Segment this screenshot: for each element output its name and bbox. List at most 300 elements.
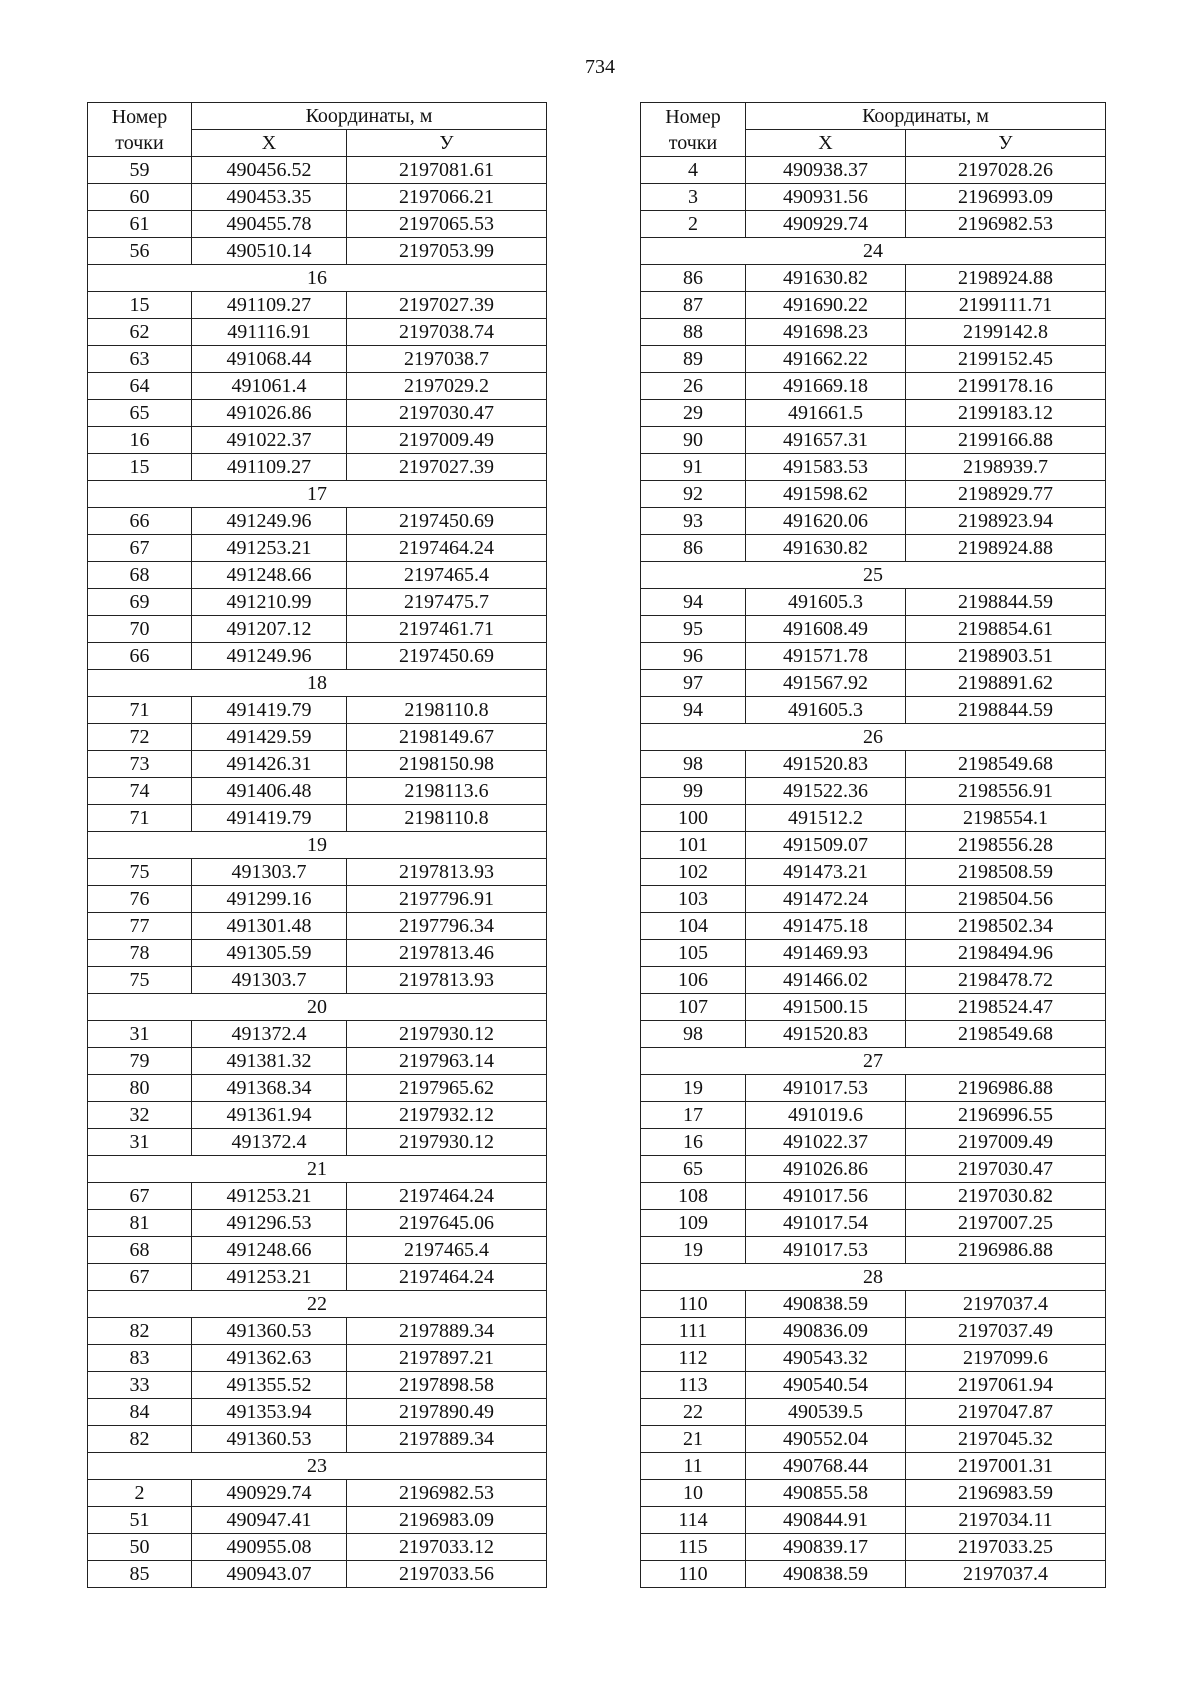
table-row xyxy=(641,481,1106,508)
point-number-cell: 110 xyxy=(641,1561,746,1588)
y-coordinate-cell: 2198494.96 xyxy=(906,940,1106,967)
x-coordinate-cell: 491109.27 xyxy=(192,292,347,319)
y-coordinate-cell: 2199111.71 xyxy=(906,292,1106,319)
point-number-cell: 2 xyxy=(641,211,746,238)
table-row xyxy=(88,1237,547,1264)
y-coordinate-cell: 2197464.24 xyxy=(347,535,547,562)
point-number-cell: 60 xyxy=(88,184,192,211)
point-number-cell: 88 xyxy=(641,319,746,346)
y-coordinate-cell: 2198903.51 xyxy=(906,643,1106,670)
y-coordinate-cell: 2199183.12 xyxy=(906,400,1106,427)
table-row xyxy=(88,1183,547,1210)
point-number-cell: 104 xyxy=(641,913,746,940)
y-coordinate-cell: 2197001.31 xyxy=(906,1453,1106,1480)
x-coordinate-cell: 491305.59 xyxy=(192,940,347,967)
table-row xyxy=(88,1102,547,1129)
table-row xyxy=(641,211,1106,238)
table-row xyxy=(641,1291,1106,1318)
point-number-cell: 83 xyxy=(88,1345,192,1372)
x-coordinate-cell: 491019.6 xyxy=(746,1102,906,1129)
y-coordinate-cell: 2197033.12 xyxy=(347,1534,547,1561)
y-coordinate-cell: 2199166.88 xyxy=(906,427,1106,454)
y-coordinate-cell: 2198113.6 xyxy=(347,778,547,805)
point-number-cell: 87 xyxy=(641,292,746,319)
point-number-cell: 56 xyxy=(88,238,192,265)
x-coordinate-cell: 491630.82 xyxy=(746,535,906,562)
table-row xyxy=(88,697,547,724)
y-coordinate-cell: 2198504.56 xyxy=(906,886,1106,913)
y-coordinate-cell: 2198939.7 xyxy=(906,454,1106,481)
x-coordinate-cell: 490838.59 xyxy=(746,1561,906,1588)
x-coordinate-cell: 491248.66 xyxy=(192,1237,347,1264)
point-number-cell: 114 xyxy=(641,1507,746,1534)
x-coordinate-cell: 491017.53 xyxy=(746,1075,906,1102)
y-coordinate-cell: 2199142.8 xyxy=(906,319,1106,346)
table-row xyxy=(88,1021,547,1048)
table-row xyxy=(88,319,547,346)
table-row xyxy=(641,886,1106,913)
point-number-cell: 80 xyxy=(88,1075,192,1102)
y-coordinate-cell: 2197963.14 xyxy=(347,1048,547,1075)
header-number-line1: Номер xyxy=(111,105,168,128)
table-row xyxy=(641,427,1106,454)
table-row xyxy=(641,292,1106,319)
x-coordinate-cell: 491419.79 xyxy=(192,697,347,724)
table-row xyxy=(88,616,547,643)
point-number-cell: 111 xyxy=(641,1318,746,1345)
y-coordinate-cell: 2197897.21 xyxy=(347,1345,547,1372)
point-number-cell: 96 xyxy=(641,643,746,670)
point-number-cell: 97 xyxy=(641,670,746,697)
point-number-cell: 65 xyxy=(88,400,192,427)
point-number-cell: 102 xyxy=(641,859,746,886)
table-row xyxy=(88,400,547,427)
point-number-cell: 33 xyxy=(88,1372,192,1399)
point-number-cell: 98 xyxy=(641,751,746,778)
y-coordinate-cell: 2197475.7 xyxy=(347,589,547,616)
y-coordinate-cell: 2196996.55 xyxy=(906,1102,1106,1129)
x-coordinate-cell: 491299.16 xyxy=(192,886,347,913)
y-coordinate-cell: 2197033.56 xyxy=(347,1561,547,1588)
y-coordinate-cell: 2196986.88 xyxy=(906,1237,1106,1264)
x-coordinate-cell: 490844.91 xyxy=(746,1507,906,1534)
point-number-cell: 107 xyxy=(641,994,746,1021)
point-number-cell: 82 xyxy=(88,1426,192,1453)
y-coordinate-cell: 2197030.47 xyxy=(906,1156,1106,1183)
section-number: 27 xyxy=(641,1048,1106,1075)
y-coordinate-cell: 2197081.61 xyxy=(347,157,547,184)
point-number-cell: 81 xyxy=(88,1210,192,1237)
y-coordinate-cell: 2197027.39 xyxy=(347,292,547,319)
point-number-cell: 75 xyxy=(88,967,192,994)
table-row xyxy=(641,643,1106,670)
y-coordinate-cell: 2198929.77 xyxy=(906,481,1106,508)
header-number-line2: точки xyxy=(115,131,164,154)
y-coordinate-cell: 2198854.61 xyxy=(906,616,1106,643)
section-number: 20 xyxy=(88,994,547,1021)
x-coordinate-cell: 490839.17 xyxy=(746,1534,906,1561)
table-row xyxy=(88,1399,547,1426)
x-coordinate-cell: 490943.07 xyxy=(192,1561,347,1588)
y-coordinate-cell: 2197464.24 xyxy=(347,1183,547,1210)
x-coordinate-cell: 491361.94 xyxy=(192,1102,347,1129)
x-coordinate-cell: 491017.56 xyxy=(746,1183,906,1210)
section-number: 25 xyxy=(641,562,1106,589)
x-coordinate-cell: 491022.37 xyxy=(746,1129,906,1156)
page-number: 734 xyxy=(585,56,615,78)
table-row xyxy=(88,751,547,778)
table-row xyxy=(641,616,1106,643)
y-coordinate-cell: 2198110.8 xyxy=(347,805,547,832)
y-coordinate-cell: 2196983.09 xyxy=(347,1507,547,1534)
section-number: 18 xyxy=(88,670,547,697)
point-number-cell: 86 xyxy=(641,265,746,292)
table-row xyxy=(88,589,547,616)
point-number-cell: 75 xyxy=(88,859,192,886)
x-coordinate-cell: 491669.18 xyxy=(746,373,906,400)
table-row xyxy=(641,778,1106,805)
point-number-cell: 91 xyxy=(641,454,746,481)
point-number-cell: 22 xyxy=(641,1399,746,1426)
section-number: 28 xyxy=(641,1264,1106,1291)
point-number-cell: 17 xyxy=(641,1102,746,1129)
x-coordinate-cell: 491353.94 xyxy=(192,1399,347,1426)
x-coordinate-cell: 491657.31 xyxy=(746,427,906,454)
table-row xyxy=(88,1318,547,1345)
table-header-row xyxy=(88,103,547,130)
x-coordinate-cell: 491661.5 xyxy=(746,400,906,427)
table-row xyxy=(88,1264,547,1291)
section-row xyxy=(88,1156,547,1183)
y-coordinate-cell: 2197030.47 xyxy=(347,400,547,427)
table-body xyxy=(88,103,547,1588)
point-number-cell: 2 xyxy=(88,1480,192,1507)
y-coordinate-cell: 2197027.39 xyxy=(347,454,547,481)
point-number-cell: 112 xyxy=(641,1345,746,1372)
x-coordinate-cell: 491248.66 xyxy=(192,562,347,589)
point-number-cell: 115 xyxy=(641,1534,746,1561)
y-coordinate-cell: 2197465.4 xyxy=(347,1237,547,1264)
x-coordinate-cell: 491068.44 xyxy=(192,346,347,373)
point-number-cell: 61 xyxy=(88,211,192,238)
table-row xyxy=(641,1102,1106,1129)
y-coordinate-cell: 2197932.12 xyxy=(347,1102,547,1129)
table-row xyxy=(641,1426,1106,1453)
x-coordinate-cell: 491522.36 xyxy=(746,778,906,805)
table-row xyxy=(88,805,547,832)
section-number: 26 xyxy=(641,724,1106,751)
y-coordinate-cell: 2196982.53 xyxy=(906,211,1106,238)
x-coordinate-cell: 491419.79 xyxy=(192,805,347,832)
table-row xyxy=(641,1372,1106,1399)
table-row xyxy=(641,184,1106,211)
point-number-cell: 67 xyxy=(88,1183,192,1210)
y-coordinate-cell: 2198556.91 xyxy=(906,778,1106,805)
point-number-cell: 4 xyxy=(641,157,746,184)
table-row xyxy=(88,1129,547,1156)
table-row xyxy=(641,1453,1106,1480)
table-row xyxy=(88,427,547,454)
point-number-cell: 16 xyxy=(641,1129,746,1156)
x-coordinate-cell: 491500.15 xyxy=(746,994,906,1021)
x-coordinate-cell: 491698.23 xyxy=(746,319,906,346)
point-number-cell: 19 xyxy=(641,1237,746,1264)
y-coordinate-cell: 2197930.12 xyxy=(347,1021,547,1048)
x-coordinate-cell: 490543.32 xyxy=(746,1345,906,1372)
table-row xyxy=(641,373,1106,400)
table-row xyxy=(641,265,1106,292)
point-number-cell: 72 xyxy=(88,724,192,751)
x-coordinate-cell: 491475.18 xyxy=(746,913,906,940)
y-coordinate-cell: 2197053.99 xyxy=(347,238,547,265)
x-coordinate-cell: 490938.37 xyxy=(746,157,906,184)
point-number-cell: 31 xyxy=(88,1021,192,1048)
x-coordinate-cell: 491429.59 xyxy=(192,724,347,751)
x-coordinate-cell: 491355.52 xyxy=(192,1372,347,1399)
point-number-cell: 50 xyxy=(88,1534,192,1561)
y-coordinate-cell: 2198549.68 xyxy=(906,1021,1106,1048)
section-row xyxy=(641,724,1106,751)
y-coordinate-cell: 2197047.87 xyxy=(906,1399,1106,1426)
y-coordinate-cell: 2198923.94 xyxy=(906,508,1106,535)
y-coordinate-cell: 2197099.6 xyxy=(906,1345,1106,1372)
section-row xyxy=(641,1264,1106,1291)
y-coordinate-cell: 2197065.53 xyxy=(347,211,547,238)
point-number-cell: 64 xyxy=(88,373,192,400)
x-coordinate-cell: 491109.27 xyxy=(192,454,347,481)
point-number-cell: 89 xyxy=(641,346,746,373)
y-coordinate-cell: 2197898.58 xyxy=(347,1372,547,1399)
y-coordinate-cell: 2197033.25 xyxy=(906,1534,1106,1561)
y-coordinate-cell: 2199152.45 xyxy=(906,346,1106,373)
table-row xyxy=(641,508,1106,535)
table-row xyxy=(641,697,1106,724)
y-coordinate-cell: 2198150.98 xyxy=(347,751,547,778)
table-row xyxy=(88,508,547,535)
point-number-cell: 110 xyxy=(641,1291,746,1318)
x-coordinate-cell: 491381.32 xyxy=(192,1048,347,1075)
table-row xyxy=(88,913,547,940)
y-coordinate-cell: 2197450.69 xyxy=(347,508,547,535)
y-coordinate-cell: 2197813.93 xyxy=(347,859,547,886)
table-row xyxy=(88,1561,547,1588)
table-row xyxy=(88,454,547,481)
table-row xyxy=(641,832,1106,859)
point-number-cell: 105 xyxy=(641,940,746,967)
point-number-cell: 113 xyxy=(641,1372,746,1399)
y-coordinate-cell: 2196983.59 xyxy=(906,1480,1106,1507)
table-row xyxy=(88,292,547,319)
y-coordinate-cell: 2199178.16 xyxy=(906,373,1106,400)
table-row xyxy=(88,940,547,967)
y-coordinate-cell: 2197813.46 xyxy=(347,940,547,967)
coordinates-table-right xyxy=(640,102,1106,1588)
y-coordinate-cell: 2198549.68 xyxy=(906,751,1106,778)
y-coordinate-cell: 2197890.49 xyxy=(347,1399,547,1426)
table-row xyxy=(88,1426,547,1453)
point-number-cell: 76 xyxy=(88,886,192,913)
y-coordinate-cell: 2197464.24 xyxy=(347,1264,547,1291)
point-number-cell: 67 xyxy=(88,535,192,562)
table-row xyxy=(88,157,547,184)
y-coordinate-cell: 2198924.88 xyxy=(906,535,1106,562)
x-coordinate-cell: 491583.53 xyxy=(746,454,906,481)
x-coordinate-cell: 490955.08 xyxy=(192,1534,347,1561)
table-row xyxy=(641,1075,1106,1102)
x-coordinate-cell: 491026.86 xyxy=(192,400,347,427)
point-number-cell: 78 xyxy=(88,940,192,967)
x-coordinate-cell: 491372.4 xyxy=(192,1021,347,1048)
table-body xyxy=(641,103,1106,1588)
x-header: X xyxy=(192,130,347,157)
section-number: 21 xyxy=(88,1156,547,1183)
y-coordinate-cell: 2198478.72 xyxy=(906,967,1106,994)
x-coordinate-cell: 491207.12 xyxy=(192,616,347,643)
x-coordinate-cell: 490929.74 xyxy=(192,1480,347,1507)
y-coordinate-cell: 2197034.11 xyxy=(906,1507,1106,1534)
point-number-cell: 19 xyxy=(641,1075,746,1102)
point-number-cell: 90 xyxy=(641,427,746,454)
x-header: X xyxy=(746,130,906,157)
table-row xyxy=(88,1048,547,1075)
x-coordinate-cell: 491571.78 xyxy=(746,643,906,670)
table-row xyxy=(641,400,1106,427)
table-row xyxy=(641,1210,1106,1237)
table-row xyxy=(641,1021,1106,1048)
x-coordinate-cell: 491303.7 xyxy=(192,859,347,886)
section-number: 16 xyxy=(88,265,547,292)
point-number-cell: 71 xyxy=(88,805,192,832)
point-number-cell: 79 xyxy=(88,1048,192,1075)
table-row xyxy=(88,1345,547,1372)
y-coordinate-cell: 2197037.4 xyxy=(906,1291,1106,1318)
point-number-header xyxy=(641,103,746,157)
coordinates-header: Координаты, м xyxy=(746,103,1106,130)
point-number-cell: 100 xyxy=(641,805,746,832)
table-row xyxy=(641,1156,1106,1183)
x-coordinate-cell: 491360.53 xyxy=(192,1426,347,1453)
table-row xyxy=(641,994,1106,1021)
x-coordinate-cell: 491567.92 xyxy=(746,670,906,697)
point-number-cell: 65 xyxy=(641,1156,746,1183)
coordinates-header: Координаты, м xyxy=(192,103,547,130)
table-row xyxy=(641,1345,1106,1372)
y-coordinate-cell: 2197930.12 xyxy=(347,1129,547,1156)
y-coordinate-cell: 2197038.74 xyxy=(347,319,547,346)
table-row xyxy=(641,157,1106,184)
y-header: У xyxy=(347,130,547,157)
table-row xyxy=(641,1399,1106,1426)
point-number-cell: 85 xyxy=(88,1561,192,1588)
y-coordinate-cell: 2197450.69 xyxy=(347,643,547,670)
x-coordinate-cell: 491469.93 xyxy=(746,940,906,967)
x-coordinate-cell: 491210.99 xyxy=(192,589,347,616)
point-number-cell: 95 xyxy=(641,616,746,643)
x-coordinate-cell: 491512.2 xyxy=(746,805,906,832)
section-number: 22 xyxy=(88,1291,547,1318)
x-coordinate-cell: 491473.21 xyxy=(746,859,906,886)
section-row xyxy=(88,1291,547,1318)
y-coordinate-cell: 2198554.1 xyxy=(906,805,1106,832)
x-coordinate-cell: 491509.07 xyxy=(746,832,906,859)
table-row xyxy=(88,1210,547,1237)
y-coordinate-cell: 2196982.53 xyxy=(347,1480,547,1507)
table-row xyxy=(641,859,1106,886)
y-coordinate-cell: 2197045.32 xyxy=(906,1426,1106,1453)
y-coordinate-cell: 2197028.26 xyxy=(906,157,1106,184)
table-row xyxy=(88,211,547,238)
y-coordinate-cell: 2197796.34 xyxy=(347,913,547,940)
point-number-cell: 94 xyxy=(641,589,746,616)
section-row xyxy=(641,1048,1106,1075)
section-number: 19 xyxy=(88,832,547,859)
y-coordinate-cell: 2197965.62 xyxy=(347,1075,547,1102)
y-coordinate-cell: 2197889.34 xyxy=(347,1426,547,1453)
y-coordinate-cell: 2197037.4 xyxy=(906,1561,1106,1588)
table-row xyxy=(88,643,547,670)
x-coordinate-cell: 491620.06 xyxy=(746,508,906,535)
table-row xyxy=(88,562,547,589)
x-coordinate-cell: 490510.14 xyxy=(192,238,347,265)
table-row xyxy=(641,1561,1106,1588)
table-row xyxy=(88,967,547,994)
table-row xyxy=(641,1237,1106,1264)
section-row xyxy=(641,238,1106,265)
point-number-cell: 3 xyxy=(641,184,746,211)
y-coordinate-cell: 2197061.94 xyxy=(906,1372,1106,1399)
x-coordinate-cell: 490929.74 xyxy=(746,211,906,238)
x-coordinate-cell: 491017.54 xyxy=(746,1210,906,1237)
table-row xyxy=(641,346,1106,373)
table-row xyxy=(88,724,547,751)
x-coordinate-cell: 491022.37 xyxy=(192,427,347,454)
x-coordinate-cell: 491406.48 xyxy=(192,778,347,805)
section-row xyxy=(88,1453,547,1480)
coordinates-table-left xyxy=(87,102,547,1588)
point-number-cell: 109 xyxy=(641,1210,746,1237)
y-coordinate-cell: 2197465.4 xyxy=(347,562,547,589)
point-number-cell: 16 xyxy=(88,427,192,454)
x-coordinate-cell: 490455.78 xyxy=(192,211,347,238)
x-coordinate-cell: 490540.54 xyxy=(746,1372,906,1399)
x-coordinate-cell: 491605.3 xyxy=(746,589,906,616)
y-coordinate-cell: 2197007.25 xyxy=(906,1210,1106,1237)
header-number-line1: Номер xyxy=(665,105,721,128)
y-coordinate-cell: 2198844.59 xyxy=(906,589,1106,616)
x-coordinate-cell: 490453.35 xyxy=(192,184,347,211)
point-number-cell: 68 xyxy=(88,562,192,589)
x-coordinate-cell: 490768.44 xyxy=(746,1453,906,1480)
x-coordinate-cell: 491466.02 xyxy=(746,967,906,994)
x-coordinate-cell: 491362.63 xyxy=(192,1345,347,1372)
x-coordinate-cell: 491630.82 xyxy=(746,265,906,292)
x-coordinate-cell: 490539.5 xyxy=(746,1399,906,1426)
table-row xyxy=(88,346,547,373)
point-number-cell: 66 xyxy=(88,643,192,670)
y-coordinate-cell: 2198844.59 xyxy=(906,697,1106,724)
section-row xyxy=(88,265,547,292)
x-coordinate-cell: 490552.04 xyxy=(746,1426,906,1453)
table-row xyxy=(641,751,1106,778)
x-coordinate-cell: 491116.91 xyxy=(192,319,347,346)
table-row xyxy=(88,535,547,562)
y-coordinate-cell: 2198502.34 xyxy=(906,913,1106,940)
y-coordinate-cell: 2197889.34 xyxy=(347,1318,547,1345)
point-number-cell: 84 xyxy=(88,1399,192,1426)
y-coordinate-cell: 2198508.59 xyxy=(906,859,1106,886)
point-number-cell: 62 xyxy=(88,319,192,346)
y-coordinate-cell: 2197796.91 xyxy=(347,886,547,913)
